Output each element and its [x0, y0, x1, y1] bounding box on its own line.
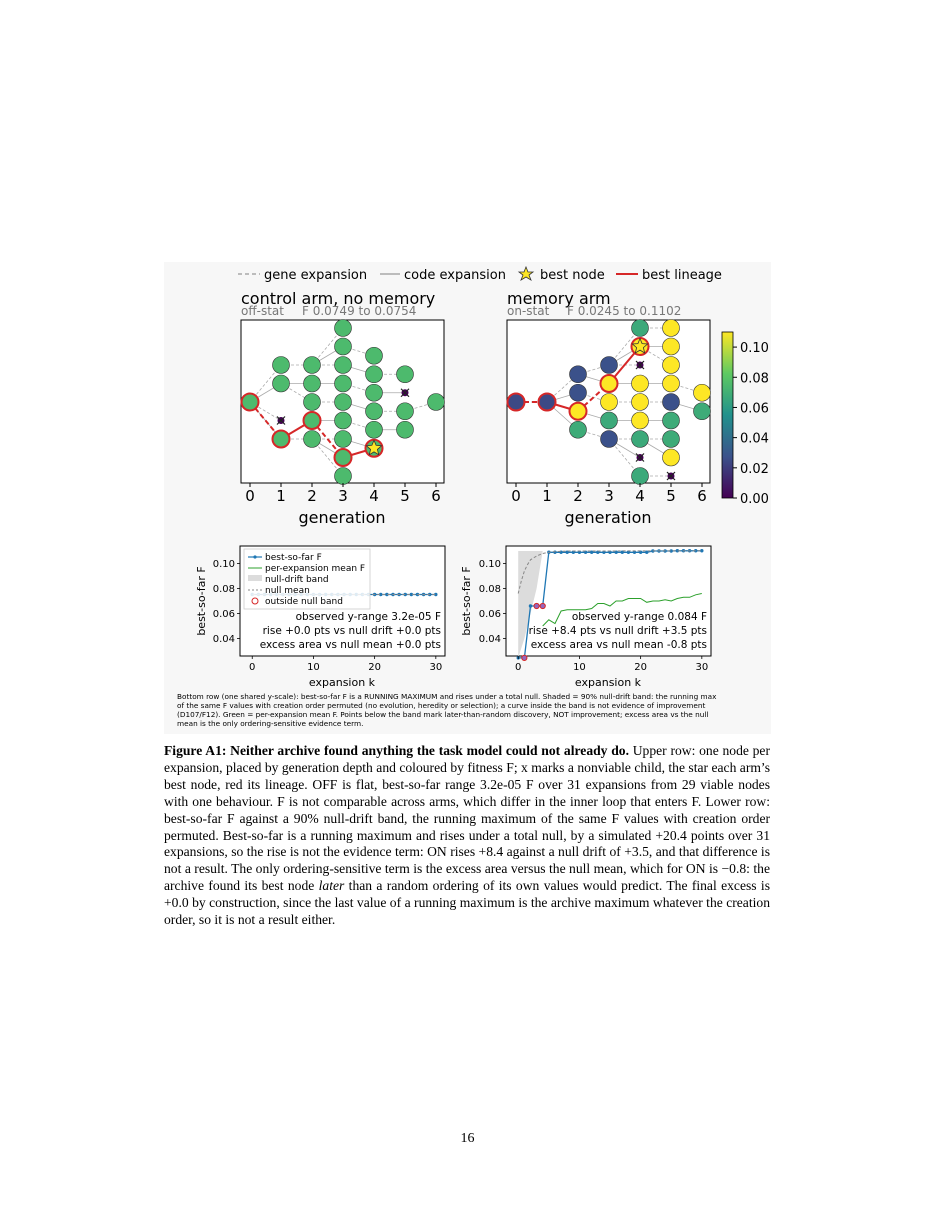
tree-left-title: control arm, no memory	[241, 289, 436, 308]
tree-node	[663, 320, 680, 337]
tree-node	[632, 320, 649, 337]
tree-node	[397, 366, 414, 383]
tree-xtick-label: 4	[635, 487, 645, 505]
tree-panel-control	[241, 320, 445, 506]
annotation-right-2: rise +8.4 pts vs null drift +3.5 pts	[528, 625, 707, 637]
tree-xtick-label: 2	[307, 487, 317, 505]
lineage-node	[601, 375, 618, 392]
tree-xtick-label: 0	[511, 487, 521, 505]
tree-node	[570, 384, 587, 401]
best-so-far-panel-memory	[479, 546, 711, 673]
legend-band-swatch	[248, 575, 262, 581]
tree-node	[632, 375, 649, 392]
figure-note-line-2: of the same F values with creation order permuted (no evolution, heredity or selection); a curve inside the band is not evidence of improvement	[177, 701, 706, 710]
tree-node	[663, 375, 680, 392]
line-right-ylabel: best-so-far F	[460, 566, 473, 636]
caption-label: Figure A1:	[164, 743, 227, 758]
tree-xtick-label: 4	[369, 487, 379, 505]
line-left-ylabel: best-so-far F	[195, 566, 208, 636]
best-so-far-point	[529, 604, 532, 607]
ytick-label: 0.08	[478, 584, 501, 595]
annotation-left-2: rise +0.0 pts vs null drift +0.0 pts	[262, 625, 441, 637]
legend-entry-band: null-drift band	[265, 575, 329, 585]
outside-band-point	[522, 655, 527, 660]
figure-note-line-3: (D107/F12). Green = per-expansion mean F. Points below the band mark later-than-random discovery, NOT improvement; excess area vs the null	[177, 710, 709, 719]
outside-band-point	[540, 603, 545, 608]
xtick-label: 10	[307, 662, 320, 673]
figure-note-line-1: Bottom row (one shared y-scale): best-so-far F is a RUNNING MAXIMUM and rises under a total null. Shaded = 90% null-drift band: the running max	[177, 692, 717, 701]
tree-node	[601, 412, 618, 429]
tree-node	[273, 357, 290, 374]
tree-node	[694, 384, 711, 401]
tree-node	[335, 394, 352, 411]
tree-node	[304, 357, 321, 374]
legend-gene-label: gene expansion	[264, 268, 368, 283]
legend-best-label: best node	[540, 268, 605, 283]
colorbar-tick-label: 0.06	[740, 401, 769, 417]
ytick-label: 0.04	[478, 634, 501, 645]
tree-xtick-label: 3	[338, 487, 348, 505]
tree-xtick-label: 5	[400, 487, 410, 505]
caption-text-2: than a random ordering of its own values would predict. The final excess is +0.0 by construction, since the last value of a running maximum is the archive maximum whatever the creation order, so it is not a result either.	[164, 878, 770, 928]
xtick-label: 30	[429, 662, 443, 673]
tree-node	[397, 403, 414, 420]
tree-node	[663, 412, 680, 429]
caption-title: Neither archive found anything the task model could not already do.	[230, 743, 629, 758]
xtick-label: 20	[368, 662, 381, 673]
tree-node	[335, 357, 352, 374]
tree-node	[366, 366, 383, 383]
tree-node	[601, 394, 618, 411]
lineage-node	[273, 431, 290, 448]
tree-node	[632, 431, 649, 448]
tree-node	[663, 449, 680, 466]
figure-note-line-4: mean is the only ordering-sensitive evidence term.	[177, 719, 364, 728]
lineage-node	[335, 449, 352, 466]
tree-node	[632, 412, 649, 429]
ytick-label: 0.04	[212, 634, 235, 645]
figure-caption	[164, 743, 770, 929]
top-legend	[238, 267, 722, 283]
lineage-node	[304, 412, 321, 429]
tree-node	[601, 357, 618, 374]
tree-right-xlabel: generation	[564, 508, 652, 527]
tree-xtick-label: 0	[245, 487, 255, 505]
ytick-label: 0.10	[212, 559, 235, 570]
tree-node	[601, 431, 618, 448]
colorbar-tick-label: 0.02	[740, 461, 769, 477]
tree-left-stat-label: off-stat	[241, 304, 284, 318]
tree-xtick-label: 6	[697, 487, 707, 505]
line-left-xlabel: expansion k	[308, 676, 376, 689]
colorbar-tick-label: 0.10	[740, 341, 769, 357]
tree-node	[335, 338, 352, 355]
tree-node	[632, 468, 649, 485]
tree-node	[366, 403, 383, 420]
tree-node	[428, 394, 445, 411]
tree-node	[304, 394, 321, 411]
tree-xtick-label: 6	[431, 487, 441, 505]
tree-node	[663, 394, 680, 411]
legend-entry-mean: per-expansion mean F	[265, 564, 366, 574]
tree-right-title: memory arm	[507, 289, 611, 308]
tree-xtick-label: 3	[604, 487, 614, 505]
page-number: 16	[460, 1131, 475, 1146]
line-right-xlabel: expansion k	[574, 676, 642, 689]
legend-entry-outside: outside null band	[265, 597, 343, 607]
tree-node	[397, 421, 414, 438]
xtick-label: 0	[249, 662, 256, 673]
colorbar-tick-label: 0.00	[740, 492, 769, 507]
tree-node	[335, 468, 352, 485]
legend-entry-null-mean: null mean	[265, 586, 310, 596]
colorbar-tick-label: 0.08	[740, 371, 769, 387]
tree-node	[273, 375, 290, 392]
tree-node	[366, 421, 383, 438]
legend-entry-best: best-so-far F	[265, 553, 322, 563]
tree-node	[694, 403, 711, 420]
tree-node	[663, 357, 680, 374]
legend-lineage-label: best lineage	[642, 268, 722, 283]
tree-xtick-label: 1	[276, 487, 286, 505]
tree-xtick-label: 1	[542, 487, 552, 505]
tree-right-stat-label: on-stat	[507, 304, 550, 318]
caption-text-1: Upper row: one node per expansion, placed by generation depth and coloured by fitness F; x marks a nonviable child, the star each arm’s best node, red its lineage. OFF is flat, best-so-far range 3.2e-05 F over 31 expansions from 29 viable nodes with one behaviour. F is not comparable across arms, which differ in the inner loop that enters F. Lower row: best-so-far F against a 90% null-drift band, the running maximum of the same F values with creation order permuted. Best-so-far is a running maximum and rises under a total null, by a simulated +20.4 points over 31 expansions, so the rise is not the evidence term: ON rises +8.4 against a null drift of +3.5, and that difference is not a result. The only ordering-sensitive term is the excess area versus the null mean, which for ON is −0.8: the archive found its best node	[164, 743, 770, 894]
tree-node	[632, 394, 649, 411]
ytick-label: 0.06	[212, 609, 235, 620]
legend-code-label: code expansion	[404, 268, 506, 283]
tree-left-xlabel: generation	[298, 508, 386, 527]
annotation-right-1: observed y-range 0.084 F	[571, 611, 707, 623]
ytick-label: 0.06	[478, 609, 501, 620]
tree-xtick-label: 2	[573, 487, 583, 505]
annotation-left-1: observed y-range 3.2e-05 F	[295, 611, 441, 623]
tree-node	[304, 375, 321, 392]
xtick-label: 0	[515, 662, 522, 673]
tree-node	[366, 347, 383, 364]
tree-node	[663, 338, 680, 355]
outside-band-point	[534, 603, 539, 608]
tree-xtick-label: 5	[666, 487, 676, 505]
xtick-label: 30	[695, 662, 709, 673]
tree-node	[304, 431, 321, 448]
lineage-node	[570, 403, 587, 420]
tree-node	[570, 421, 587, 438]
tree-node	[335, 412, 352, 429]
caption-emphasis: later	[318, 878, 345, 894]
best-so-far-point	[553, 551, 556, 554]
tree-node	[335, 320, 352, 337]
tree-panel-memory	[507, 320, 711, 506]
tree-node	[335, 375, 352, 392]
legend-best-marker	[253, 555, 256, 558]
colorbar-tick-label: 0.04	[740, 431, 769, 447]
tree-right-stat-range: F 0.0245 to 0.1102	[567, 304, 682, 318]
lineage-node	[539, 394, 556, 411]
tree-node	[335, 431, 352, 448]
ytick-label: 0.08	[212, 584, 235, 595]
annotation-left-3: excess area vs null mean +0.0 pts	[259, 639, 441, 651]
tree-node	[366, 384, 383, 401]
ytick-label: 0.10	[478, 559, 501, 570]
line-legend	[244, 549, 370, 609]
tree-node	[663, 431, 680, 448]
xtick-label: 10	[573, 662, 586, 673]
lineage-node	[242, 394, 259, 411]
tree-left-stat-range: F 0.0749 to 0.0754	[302, 304, 417, 318]
best-so-far-point	[700, 549, 703, 552]
xtick-label: 20	[634, 662, 647, 673]
annotation-right-3: excess area vs null mean -0.8 pts	[530, 639, 707, 651]
colorbar-gradient	[722, 332, 733, 498]
lineage-node	[508, 394, 525, 411]
tree-node	[570, 366, 587, 383]
